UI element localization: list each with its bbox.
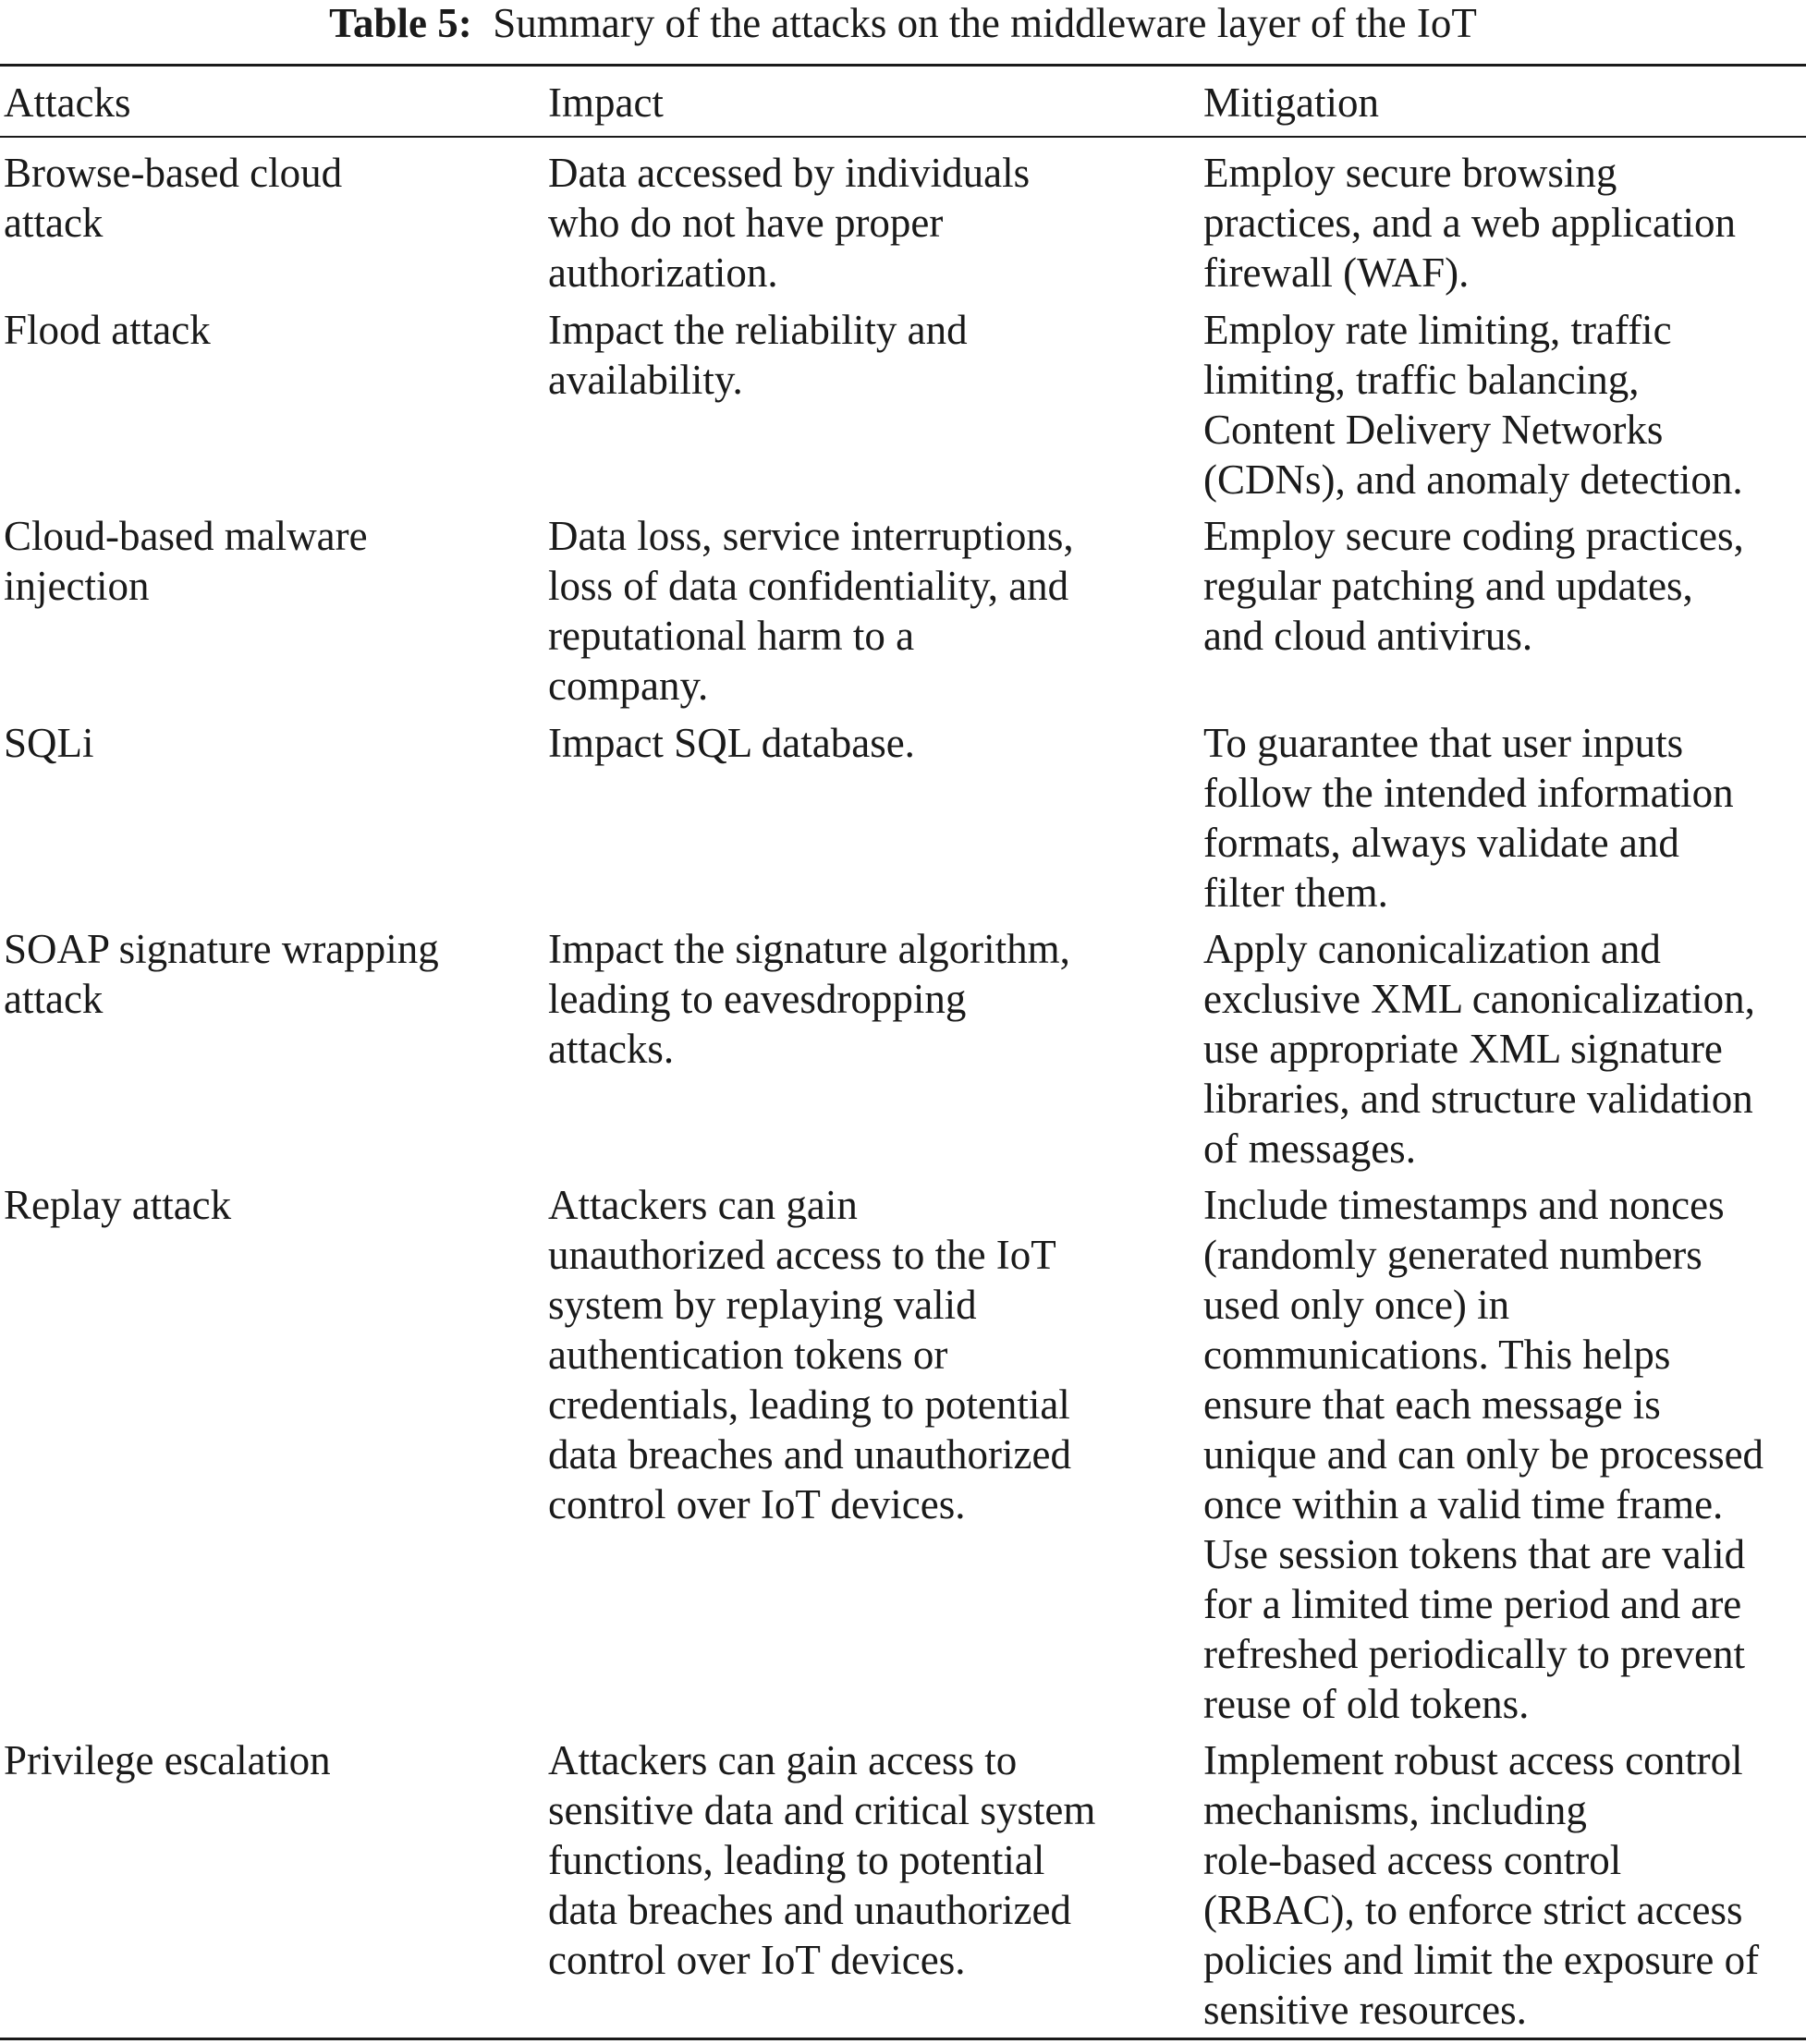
table-cell-attack: Cloud-based malware injection xyxy=(4,513,368,609)
table-cell-impact: Attackers can gain access to sensitive data and critical system functions, leading to potential data breaches and unauthorized control over IoT devices. xyxy=(548,1737,1096,1983)
table-cell-mitigation: Employ secure coding practices, regular patching and updates, and cloud antivirus. xyxy=(1203,513,1744,659)
table-cell-attack: Replay attack xyxy=(4,1182,232,1228)
table-cell-mitigation: Apply canonicalization and exclusive XML canonicalization, use appropriate XML signature libraries, and structure validation of messages. xyxy=(1203,926,1755,1172)
table-top-rule xyxy=(0,64,1806,67)
table-cell-attack: Privilege escalation xyxy=(4,1737,331,1783)
column-header-mitigation: Mitigation xyxy=(1203,79,1379,126)
table-cell-impact: Attackers can gain unauthorized access to the IoT system by replaying valid authentication tokens or credentials, leading to potential data breaches and unauthorized control over IoT devices. xyxy=(548,1182,1071,1527)
table-caption-label: Table 5: xyxy=(329,0,472,46)
table-cell-mitigation: Include timestamps and nonces (randomly generated numbers used only once) in communications. This helps ensure that each message is unique and can only be processed once within a valid time frame. Use session tokens that are valid for a limited time period and are refreshed periodically to prevent reuse of old tokens. xyxy=(1203,1182,1764,1727)
table-cell-mitigation: To guarantee that user inputs follow the intended information formats, always validate and filter them. xyxy=(1203,720,1734,916)
table-cell-impact: Impact the reliability and availability. xyxy=(548,307,968,403)
table-caption xyxy=(0,0,1806,55)
table-bottom-rule xyxy=(0,2038,1806,2040)
table-cell-attack: Flood attack xyxy=(4,307,211,353)
table-cell-mitigation: Implement robust access control mechanisms, including role-based access control (RBAC), to enforce strict access policies and limit the exposure of sensitive resources. xyxy=(1203,1737,1760,2033)
table-cell-attack: Browse-based cloud attack xyxy=(4,150,343,246)
table-header-rule xyxy=(0,136,1806,138)
table-cell-attack: SQLi xyxy=(4,720,94,766)
column-header-impact: Impact xyxy=(548,79,664,126)
table-cell-attack: SOAP signature wrapping attack xyxy=(4,926,439,1022)
table-caption-text: Summary of the attacks on the middleware layer of the IoT xyxy=(493,0,1477,46)
table-cell-impact: Data loss, service interruptions, loss of data confidentiality, and reputational harm to a company. xyxy=(548,513,1074,709)
table-cell-mitigation: Employ rate limiting, traffic limiting, traffic balancing, Content Delivery Networks (CDNs), and anomaly detection. xyxy=(1203,307,1743,503)
table-cell-mitigation: Employ secure browsing practices, and a web application firewall (WAF). xyxy=(1203,150,1736,296)
table-cell-impact: Impact the signature algorithm, leading to eavesdropping attacks. xyxy=(548,926,1070,1072)
table-cell-impact: Data accessed by individuals who do not have proper authorization. xyxy=(548,150,1031,296)
table-cell-impact: Impact SQL database. xyxy=(548,720,915,766)
column-header-attacks: Attacks xyxy=(4,79,131,126)
